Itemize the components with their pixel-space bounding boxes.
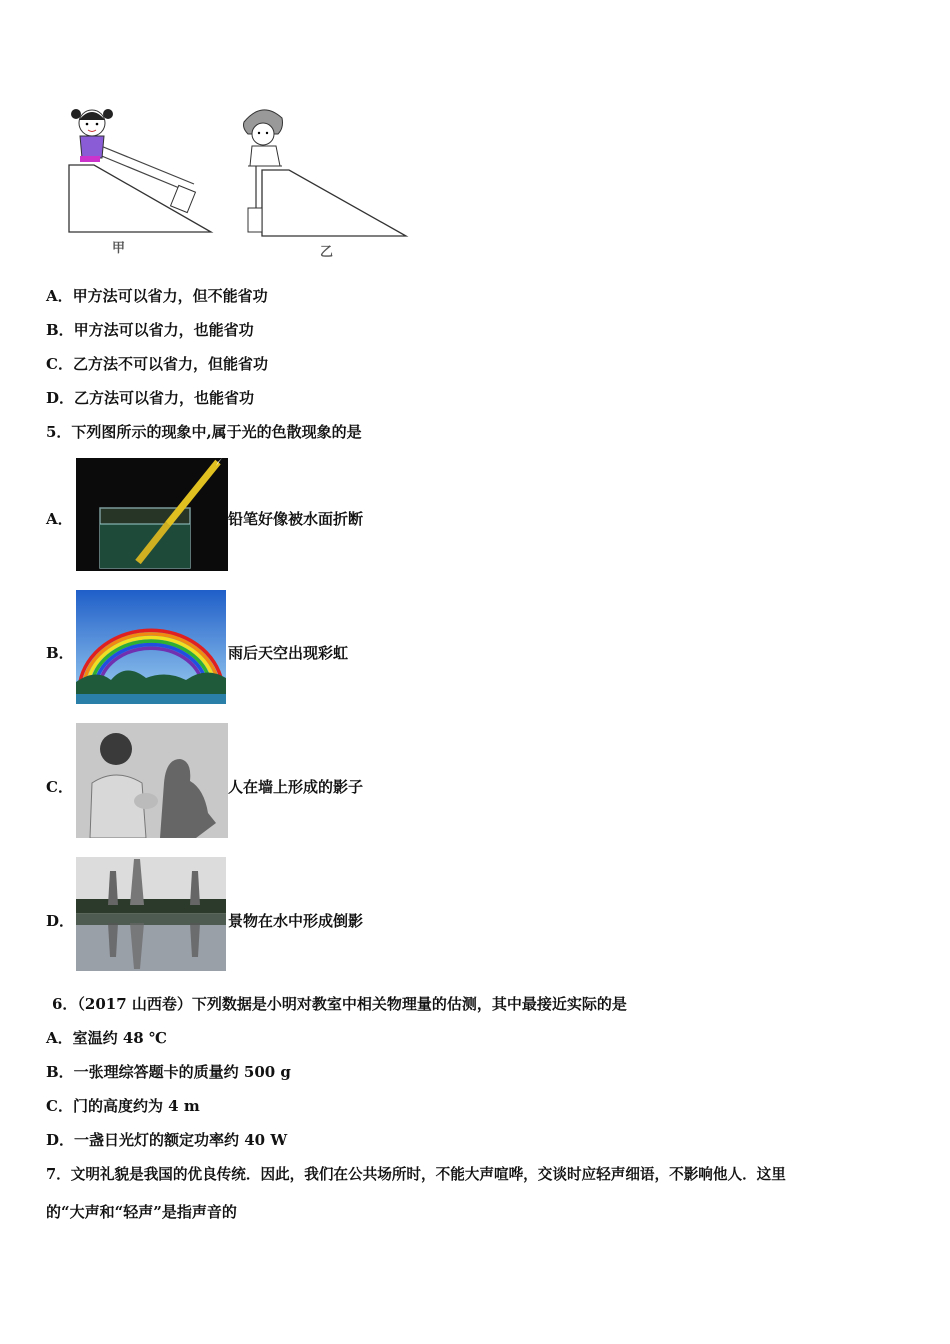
- incline-diagram: [64, 100, 414, 265]
- box-right: [248, 208, 262, 232]
- q5-option-d-caption: 景物在水中形成倒影: [228, 912, 364, 930]
- shadow-on-wall-image: [76, 723, 228, 838]
- q5-stem: 5．下列图所示的现象中,属于光的色散现象的是: [46, 423, 362, 441]
- q5-option-b-caption: 雨后天空出现彩虹: [228, 644, 349, 662]
- q7-stem-line2: 的“大声和“轻声”是指声音的: [46, 1203, 237, 1221]
- q6-option-a: A．室温约 48 ℃: [46, 1029, 167, 1047]
- box-left: [171, 185, 196, 212]
- q4-option-a: A．甲方法可以省力，但不能省功: [46, 287, 268, 305]
- q5-option-c-caption: 人在墙上形成的影子: [228, 778, 364, 796]
- label-yi: 乙: [320, 245, 334, 260]
- girl-icon: [71, 109, 113, 162]
- q4-option-d: D．乙方法可以省力，也能省功: [46, 389, 255, 407]
- q4-option-b: B．甲方法可以省力，也能省功: [46, 321, 254, 339]
- q6-option-d: D．一盏日光灯的额定功率约 40 W: [46, 1131, 288, 1149]
- q7-stem-line1: 7．文明礼貌是我国的优良传统．因此，我们在公共场所时，不能大声喧哗，交谈时应轻声细语，不影响他人．这里: [46, 1166, 786, 1183]
- reflection-in-water-image: [76, 857, 226, 971]
- q4-option-c: C．乙方法不可以省力，但能省功: [46, 355, 268, 373]
- boy-icon: [244, 110, 283, 166]
- q5-option-b-label: B．: [46, 644, 74, 662]
- q5-option-a-label: A．: [46, 510, 73, 528]
- rainbow-image: [76, 590, 226, 704]
- q6-option-b: B．一张理综答题卡的质量约 500 g: [46, 1063, 291, 1081]
- q5-option-a-caption: 铅笔好像被水面折断: [228, 510, 364, 528]
- q6-stem: 6．（2017 山西卷）下列数据是小明对教室中相关物理量的估测，其中最接近实际的是: [52, 995, 627, 1013]
- incline-figure: [64, 100, 414, 265]
- q5-option-c-label: C．: [46, 778, 73, 796]
- q6-option-c: C．门的高度约为 4 m: [46, 1097, 200, 1115]
- pencil-in-water-image: [76, 458, 228, 571]
- label-jia: 甲: [112, 241, 126, 256]
- q5-option-d-label: D．: [46, 912, 75, 930]
- incline-right: [262, 170, 406, 236]
